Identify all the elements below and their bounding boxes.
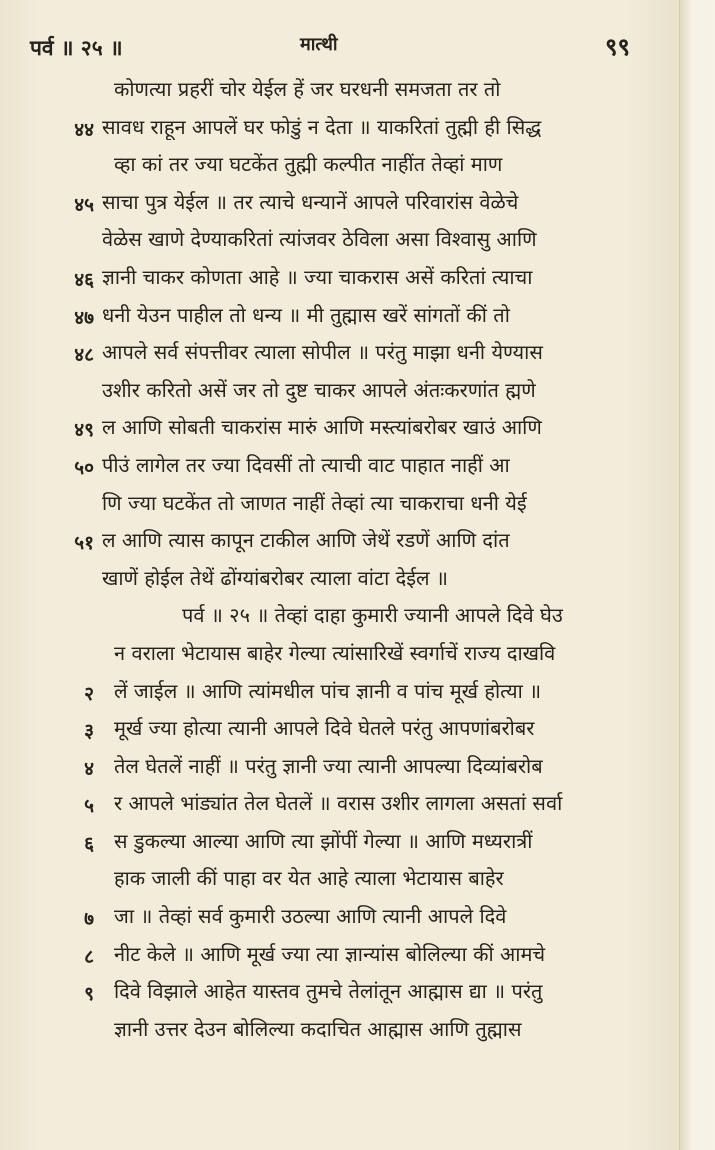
text-line [0,110,680,148]
verse-number: ६ [84,832,94,855]
line-text: ल आणि त्यास कापून टाकील आणि जेथें रडणें आणि दांत [102,528,510,553]
text-line [0,598,680,636]
line-text: जा ॥ तेव्हां सर्व कुमारी उठल्या आणि त्यानी आपले दिवे [114,904,507,929]
text-line [0,523,680,561]
verse-number: ५ [84,795,94,818]
line-text: उशीर करितो असें जर तो दुष्ट चाकर आपले अंतःकरणांत ह्मणे [102,377,536,402]
text-line [0,636,680,674]
line-text: व्हा कां तर ज्या घटकेंत तुह्मी कल्पीत नाहींत तेव्हां माण [114,152,503,177]
text-line [0,1012,680,1050]
verse-number: ८ [84,945,94,968]
text-line [0,937,680,975]
verse-number: ३ [84,720,94,743]
line-text: वेळेस खाणे देण्याकरितां त्यांजवर ठेविला असा विश्वासु आणि [102,227,537,252]
line-text: हाक जाली कीं पाहा वर येत आहे त्याला भेटायास बाहेर [114,866,504,891]
line-text: तेल घेतलें नाहीं ॥ परंतु ज्ञानी ज्या त्यानी आपल्या दिव्यांबरोब [114,753,543,778]
text-line [0,298,680,336]
line-text: धनी येउन पाहील तो धन्य ॥ मी तुह्मास खरें सांगतों कीं तो [102,302,510,327]
page-edge [679,0,715,1150]
text-line [0,749,680,787]
scripture-text [0,72,680,1049]
line-text: ज्ञानी चाकर कोणता आहे ॥ ज्या चाकरास असें करितां त्याचा [102,264,533,289]
text-line [0,861,680,899]
text-line [0,486,680,524]
text-line [0,335,680,373]
text-line [0,185,680,223]
page-header [30,30,630,64]
verse-number: ४४ [74,118,94,141]
text-line [0,974,680,1012]
text-line [0,711,680,749]
line-text: खाणें होईल तेथें ढोंग्यांबरोबर त्याला वांटा देईल ॥ [102,565,448,590]
text-line [0,410,680,448]
verse-number: २ [84,682,94,705]
text-line [0,899,680,937]
line-text: नीट केले ॥ आणि मूर्ख ज्या त्या ज्ञान्यांस बोलिल्या कीं आमचे [114,941,546,966]
text-line [0,786,680,824]
line-text: ल आणि सोबती चाकरांस मारुं आणि मस्त्यांबरोबर खाउं आणि [102,415,542,440]
line-text: न वराला भेटायास बाहेर गेल्या त्यांसारिखें स्वर्गाचें राज्य दाखवि [114,640,556,665]
verse-number: ७ [84,908,94,931]
line-text: णि ज्या घटकेंत तो जाणत नाहीं तेव्हां त्या चाकराचा धनी येई [102,490,527,515]
line-text: मूर्ख ज्या होत्या त्यानी आपले दिवे घेतले परंतु आपणांबरोबर [114,716,535,741]
line-text: ज्ञानी उत्तर देउन बोलिल्या कदाचित आह्मास आणि तुह्मास [114,1016,522,1041]
line-text: लें जाईल ॥ आणि त्यांमधील पांच ज्ञानी व पांच मूर्ख होत्या ॥ [114,678,542,703]
chapter-marker: पर्व ॥ २५ ॥ [30,36,123,60]
verse-number: ४६ [74,268,94,291]
line-text: पीउं लागेल तर ज्या दिवसीं तो त्याची वाट पाहात नाहीं आ [102,452,510,477]
verse-number: ९ [84,983,94,1006]
verse-number: ४९ [74,419,94,442]
line-text: आपले सर्व संपत्तीवर त्याला सोपील ॥ परंतु माझा धनी येण्यास [102,340,543,365]
verse-number: ४८ [74,344,94,367]
line-text: स डुकल्या आल्या आणि त्या झोंपीं गेल्या ॥ आणि मध्यरात्रीं [114,828,533,853]
verse-number: ४७ [74,306,94,329]
text-line [0,448,680,486]
line-text: पर्व ॥ २५ ॥ तेव्हां दाहा कुमारी ज्यानी आपले दिवे घेउ [182,603,563,628]
text-line [0,824,680,862]
text-line [0,561,680,599]
line-text: र आपले भांड्यांत तेल घेतलें ॥ वरास उशीर लागला असतां सर्वा [114,791,563,816]
text-line [0,260,680,298]
text-line [0,373,680,411]
verse-number: ४५ [74,193,94,216]
text-line [0,674,680,712]
line-text: दिवे विझाले आहेत यास्तव तुमचे तेलांतून आह्मास द्या ॥ परंतु [114,979,543,1004]
page-number: ९९ [605,33,630,61]
text-line [0,147,680,185]
book-title: मात्थी [300,34,338,55]
verse-number: ५१ [74,532,94,555]
text-line [0,72,680,110]
verse-number: ५० [74,456,94,479]
line-text: कोणत्या प्रहरीं चोर येईल हें जर घरधनी समजता तर तो [114,77,501,101]
line-text: सावध राहून आपलें घर फोडुं न देता ॥ याकरितां तुह्मी ही सिद्ध [102,114,542,139]
line-text: साचा पुत्र येईल ॥ तर त्याचे धन्यानें आपले परिवारांस वेळेचे [102,189,519,214]
text-line [0,222,680,260]
verse-number: ४ [84,757,94,780]
